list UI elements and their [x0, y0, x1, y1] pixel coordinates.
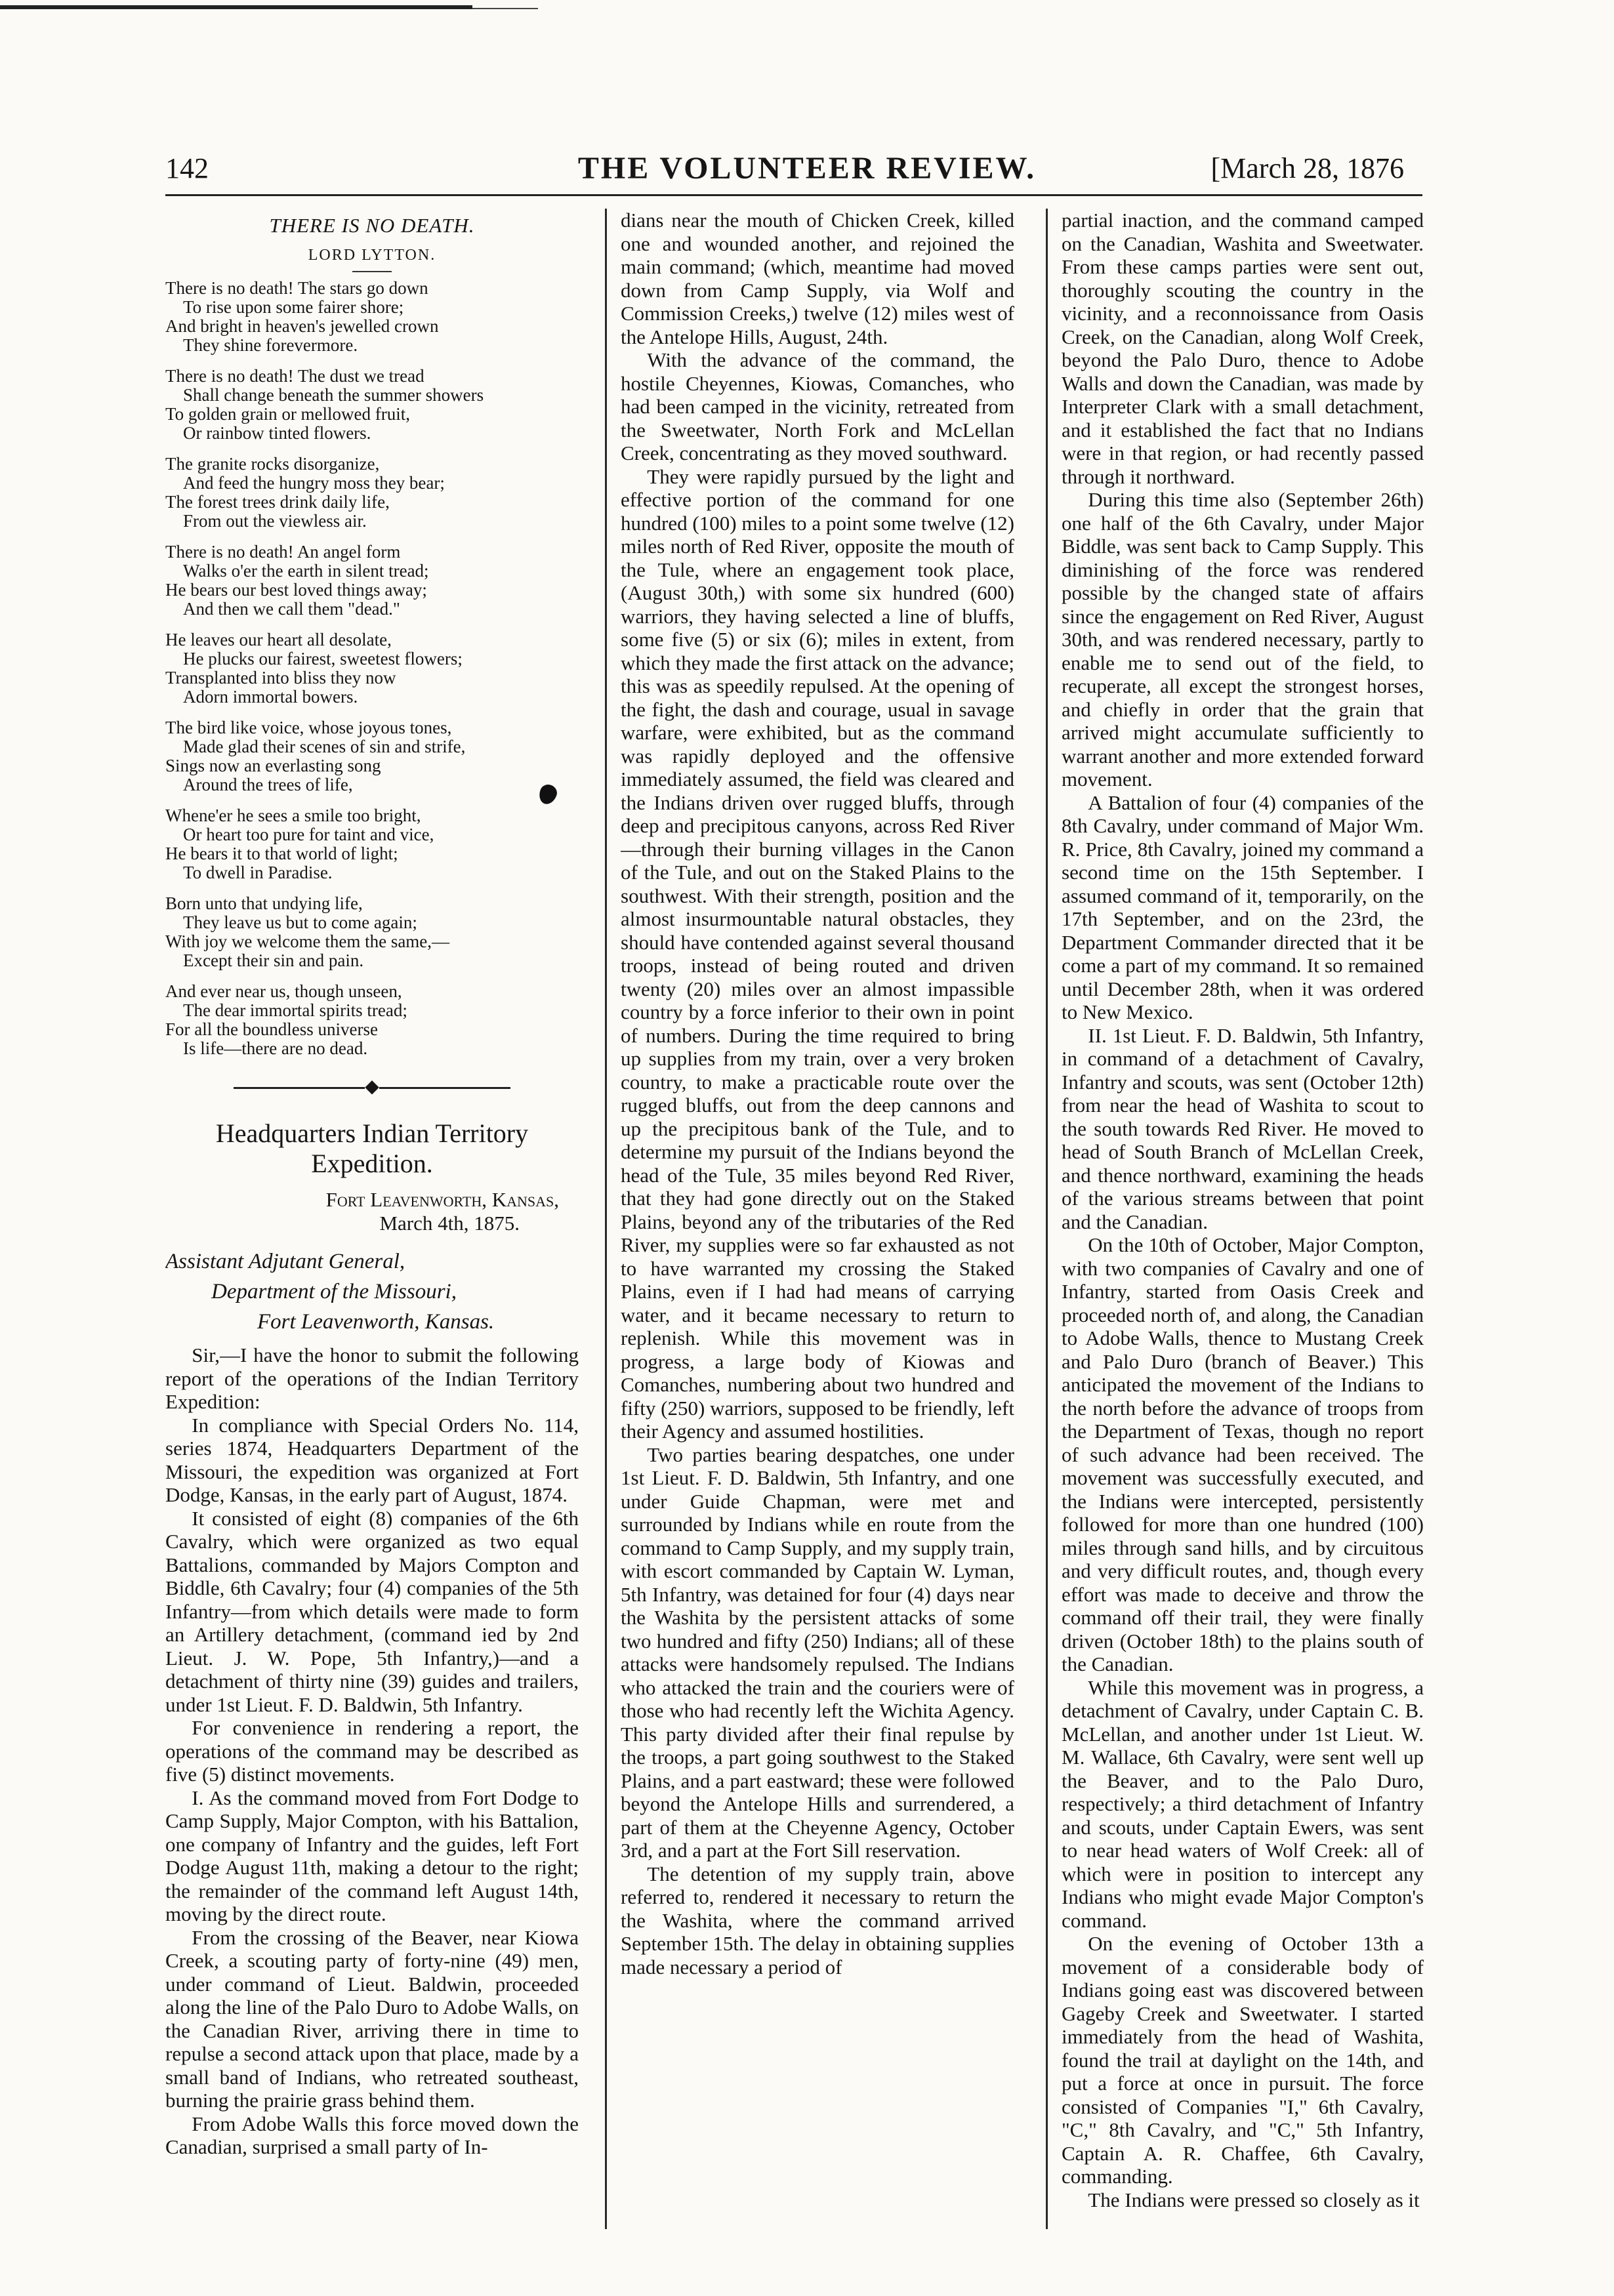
poem-line: And then we call them "dead.": [183, 599, 400, 619]
article-paragraph: It consisted of eight (8) companies of the 6th Cavalry, which were organized as two equal Battalions, commanded by Majors Compton and Biddle, 6th Cavalry; four (4) companies of the 5th Infantry—from which details were made to form an Artillery detachment, (command ied by 2nd Lieut. J. W. Pope, 5th Infantry,)—and a detachment of thirty nine (39) guides and trailers, under 1st Lieut. F. D. Baldwin, 5th Infantry.: [165, 1506, 579, 1716]
page-number: 142: [165, 152, 209, 184]
column-rule: [1046, 209, 1048, 2229]
issue-date: [March 28, 1876: [1210, 152, 1404, 184]
poem-stanza: [165, 806, 579, 882]
address-line: Fort Leavenworth, Kansas.: [257, 1310, 495, 1334]
address-line: Department of the Missouri,: [211, 1280, 457, 1303]
poem-line: The bird like voice, whose joyous tones,: [165, 718, 452, 737]
poem-line: They leave us but to come again;: [183, 912, 417, 932]
article-paragraph: While this movement was in progress, a detachment of Cavalry, under Captain C. B. McLellan, and another under 1st Lieut. W. M. Wallace, 6th Cavalry, were sent well up the Beaver, and to the Palo Duro, respectively; a third detachment of Infantry and scouts, under Captain Ewers, was sent to near head waters of Wolf Creek: all of which were in position to intercept any Indians who might evade Major Compton's command.: [1062, 1675, 1424, 1932]
top-edge-rule: [0, 5, 472, 9]
poem-line: Adorn immortal bowers.: [183, 687, 358, 707]
article-paragraph: partial inaction, and the command camped on the Canadian, Washita and Sweetwater. From these camps parties were sent out, thoroughly scouting the country in the vicinity, and a reconnoissance from Oasis Creek, on the Canadian, along Wolf Creek, beyond the Palo Duro, thence to Adobe Walls and down the Canadian, was made by Interpreter Clark with a small detachment, and it established the fact that no Indians were in that region, or had recently passed through it northward.: [1062, 209, 1424, 488]
article-paragraph: They were rapidly pursued by the light and effective portion of the command for one hundred (100) miles to a point some twelve (12) miles north of Red River, opposite the mouth of the Tule, where an engagement took place, (August 30th,) with some six hundred (600) warriors, they having selected a line of bluffs, some five (5) or six (6); miles in extent, from which they made the first attack on the advance; this was as speedily repulsed. At the opening of the fight, the dash and courage, usual in savage warfare, were exhibited, but as the command was rapidly deployed and the offensive immediately assumed, the field was cleared and the Indians driven over rugged bluffs, through deep and precipitous canyons, across Red River—through their burning villages in the Canon of the Tule, and out on the Staked Plains to the southwest. With their strength, position and the almost insurmountable natural obstacles, they should have contended against several thousand troops, instead of being routed and driven twenty (20) miles over an almost impassible country by a force inferior to their own in point of numbers. During the time required to bring up supplies from my train, over a very broken country, to make a practicable route over the rugged bluffs, out from the deep cannons and up the precipitous bank of the Tule, and to determine my pursuit of the Indians beyond the head of the Tule, 35 miles beyond Red River, that they had gone directly out on the Staked Plains, beyond any of the tributaries of the Red River, my supplies were so far exhausted as not to have warranted my crossing the Staked Plains, even if I had had means of carrying water, and it became necessary to return to replenish. While this movement was in progress, a large body of Kiowas and Comanches, numbering about two hundred and fifty (250) warriors, supposed to be friendly, left their Agency and assumed hostilities.: [621, 464, 1014, 1443]
poem-line: Except their sin and pain.: [183, 951, 364, 970]
poem-line: Born unto that undying life,: [165, 893, 363, 913]
poem-line: Made glad their scenes of sin and strife,: [183, 737, 466, 756]
top-edge-rule-thin: [472, 8, 538, 9]
article-paragraph: A Battalion of four (4) companies of the 8th Cavalry, under command of Major Wm. R. Price, 8th Cavalry, joined my command a second time on the 15th September. I assumed command of it, temporarily, on the 17th September, and on the 23rd, the Department Commander directed that it be come a part of my command. It so remained until December 28th, when it was ordered to New Mexico.: [1062, 790, 1424, 1023]
poem-line: Whene'er he sees a smile too bright,: [165, 806, 421, 825]
article-paragraph: II. 1st Lieut. F. D. Baldwin, 5th Infantry, in command of a detachment of Cavalry, Infantry and scouts, was sent (October 12th) from near the head of Washita to scout to the south towards Red River. He moved to head of South Branch of McLellan Creek, and thence northward, examining the heads of the various streams between that point and the Canadian.: [1062, 1023, 1424, 1233]
article-paragraph: The Indians were pressed so closely as it: [1088, 2188, 1420, 2211]
article-paragraph: Two parties bearing despatches, one under 1st Lieut. F. D. Baldwin, 5th Infantry, and one under Guide Chapman, were met and surrounded by Indians while en route from the command to Camp Supply, and my supply train, with escort commanded by Captain W. Lyman, 5th Infantry, was detained for four (4) days near the Washita by the persistent attacks of some two hundred and fifty (250) Indians; all of these attacks were handsomely repulsed. The Indians who attacked the train and the couriers were of those who had recently left the Wichita Agency. This party divided after their final repulse by the troops, a part going southwest to the Staked Plains, and a part eastward; these were followed beyond the Antelope Hills and surrendered, a part of them at the Cheyenne Agency, October 3rd, and a part at the Fort Sill reservation.: [621, 1443, 1014, 1862]
poem-stanza: [165, 367, 579, 443]
section-ornament: ◆: [165, 1078, 579, 1096]
poem-line: He leaves our heart all desolate,: [165, 630, 392, 649]
poem-line: And bright in heaven's jewelled crown: [165, 316, 439, 336]
poem-author: LORD LYTTON.: [308, 246, 436, 264]
article-paragraph: I. As the command moved from Fort Dodge to Camp Supply, Major Compton, with his Battalion, one company of Infantry and the guides, left Fort Dodge August 11th, making a detour to the right; the remainder of the command left August 14th, moving by the direct route.: [165, 1786, 579, 1925]
article-paragraph: On the 10th of October, Major Compton, with two companies of Cavalry and one of Infantry, started from Oasis Creek and proceeded north of, and along, the Canadian to Adobe Walls, thence to Mustang Creek and Palo Duro (branch of Beaver.) This anticipated the movement of the Indians to the north before the advance of troops from the Department of Texas, though no report of such advance had been received. The movement was successfully executed, and the Indians were intercepted, persistently followed for more than one hundred (100) miles through sand hills, and by circuitous and very difficult routes, and, though every effort was made to deceive and throw the command off their trail, they were finally driven (October 18th) to the plains south of the Canadian.: [1062, 1233, 1424, 1675]
divider: [352, 271, 392, 272]
article-text-col1: [165, 1343, 579, 2159]
poem-stanza: [165, 279, 579, 355]
poem-line: From out the viewless air.: [183, 511, 367, 531]
poem-body: [165, 279, 579, 1058]
poem-line: He bears our best loved things away;: [165, 580, 427, 600]
article-paragraph: dians near the mouth of Chicken Creek, killed one and wounded another, and rejoined the main command; (which, meantime had moved down from Camp Supply, via Wolf and Commission Creeks,) twelve (12) miles west of the Antelope Hills, August, 24th.: [621, 209, 1014, 348]
article-paragraph: With the advance of the command, the hostile Cheyennes, Kiowas, Comanches, who had been camped in the vicinity, retreated from the Sweetwater, North Fork and McLellan Creek, concentrating as they moved southward.: [621, 348, 1014, 464]
article-paragraph: Sir,—I have the honor to submit the following report of the operations of the Indian Territory Expedition:: [165, 1343, 579, 1413]
journal-title: THE VOLUNTEER REVIEW.: [577, 151, 1037, 186]
article-text-col2: [621, 209, 1014, 1978]
column-2: [621, 209, 1014, 2255]
article-paragraph: The detention of my supply train, above referred to, rendered it necessary to return the the Washita, where the command arrived September 15th. The delay in obtaining supplies made necessary a period of: [621, 1862, 1014, 1978]
poem-line: Sings now an everlasting song: [165, 756, 381, 775]
poem-line: And feed the hungry moss they bear;: [183, 473, 445, 493]
poem-line: They shine forevermore.: [183, 335, 358, 355]
poem-line: Walks o'er the earth in silent tread;: [183, 561, 429, 581]
article-paragraph: In compliance with Special Orders No. 114, series 1874, Headquarters Department of the Missouri, the expedition was organized at Fort Dodge, Kansas, in the early part of August, 1874.: [165, 1413, 579, 1506]
article-paragraph: From the crossing of the Beaver, near Kiowa Creek, a scouting party of forty-nine (49) men, under command of Lieut. Baldwin, proceeded along the line of the Palo Duro to Adobe Walls, on the Canadian River, arriving there in time to repulse a second attack upon that place, made by a small band of Indians, who retreated southeast, burning the prairie grass behind them.: [165, 1925, 579, 2112]
column-rule: [605, 209, 607, 2229]
poem-line: Transplanted into bliss they now: [165, 668, 396, 687]
poem-line: Or rainbow tinted flowers.: [183, 423, 371, 443]
poem-line: For all the boundless universe: [165, 1019, 378, 1039]
poem-line: He plucks our fairest, sweetest flowers;: [183, 649, 463, 668]
article-paragraph: On the evening of October 13th a movement of a considerable body of Indians going east was discovered between Gageby Creek and Sweetwater. I started immediately from the head of Washita, found the trail at daylight on the 14th, and put a force at once in pursuit. The force consisted of Companies "I," 6th Cavalry, "C," 8th Cavalry, and "C," 5th Infantry, Captain A. R. Chaffee, 6th Cavalry, commanding.: [1062, 1932, 1424, 2188]
article-title: Headquarters Indian Territory Expedition.: [215, 1118, 529, 1178]
poem-stanza: [165, 718, 579, 794]
poem-stanza: [165, 982, 579, 1058]
poem-stanza: [165, 630, 579, 707]
poem-stanza: [165, 894, 579, 970]
poem-line: The forest trees drink daily life,: [165, 492, 390, 512]
poem-line: There is no death! An angel form: [165, 542, 401, 562]
poem-line: The granite rocks disorganize,: [165, 454, 380, 474]
column-1: [165, 209, 579, 2255]
poem-line: Around the trees of life,: [183, 775, 353, 794]
column-3: [1062, 209, 1424, 2255]
poem-line: With joy we welcome them the same,—: [165, 932, 450, 951]
address-line: Assistant Adjutant General,: [165, 1250, 405, 1273]
poem-line: Or heart too pure for taint and vice,: [183, 825, 434, 844]
article-place: Fort Leavenworth, Kansas,: [325, 1188, 559, 1211]
poem-title: THERE IS NO DEATH.: [269, 214, 475, 237]
poem-line: He bears it to that world of light;: [165, 844, 398, 863]
poem-line: Is life—there are no dead.: [183, 1038, 368, 1058]
article-date: March 4th, 1875.: [379, 1211, 520, 1235]
article-paragraph: From Adobe Walls this force moved down the Canadian, surprised a small party of In-: [165, 2112, 579, 2158]
article-text-col3: [1062, 209, 1424, 2211]
poem-stanza: [165, 543, 579, 619]
poem-line: There is no death! The stars go down: [165, 278, 428, 298]
header-rule: [165, 194, 1422, 196]
poem-line: To rise upon some fairer shore;: [183, 297, 404, 317]
poem-line: Shall change beneath the summer showers: [183, 385, 484, 405]
article-paragraph: During this time also (September 26th) one half of the 6th Cavalry, under Major Biddle, was sent back to Camp Supply. This diminishing of the force was rendered possible by the changed state of affairs since the engagement on Red River, August 30th, and was rendered necessary, partly to enable me to send out of the field, to recuperate, all except the strongest horses, and chiefly in order that the grain that arrived might accumulate sufficiently to warrant another and more extended forward movement.: [1062, 488, 1424, 790]
poem-line: To golden grain or mellowed fruit,: [165, 404, 411, 424]
article-paragraph: For convenience in rendering a report, the operations of the command may be described as five (5) distinct movements.: [165, 1716, 579, 1786]
poem-line: There is no death! The dust we tread: [165, 366, 424, 386]
poem-line: To dwell in Paradise.: [183, 863, 333, 882]
poem-stanza: [165, 455, 579, 531]
poem-line: The dear immortal spirits tread;: [183, 1000, 407, 1020]
poem-line: And ever near us, though unseen,: [165, 981, 402, 1001]
